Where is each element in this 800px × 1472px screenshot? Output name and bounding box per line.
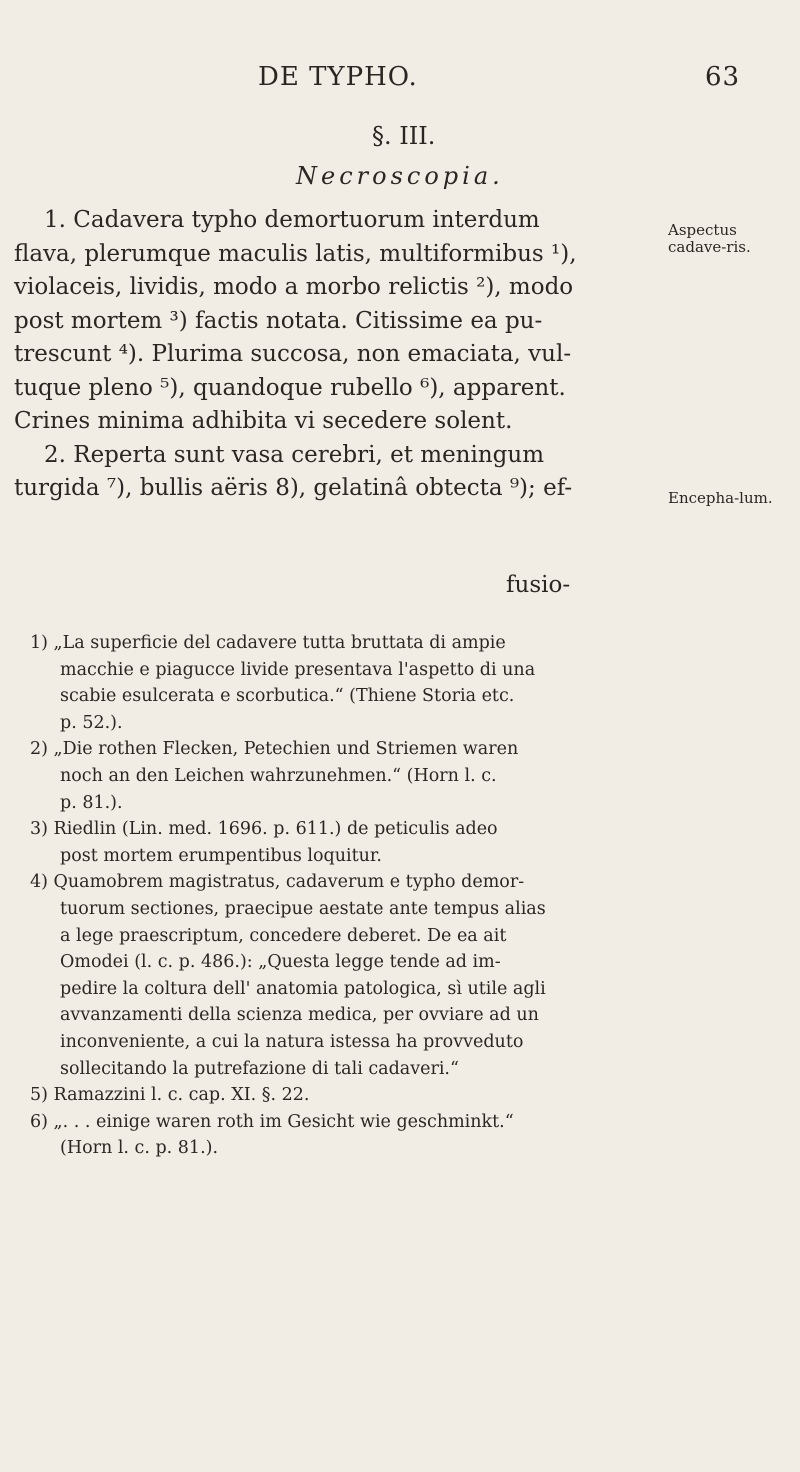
page-number: 63 <box>705 62 741 92</box>
running-header: DE TYPHO. <box>258 62 418 92</box>
footnote-line: 1) „La superficie del cadavere tutta bruttata di ampie <box>30 633 506 653</box>
footnote-line: 3) Riedlin (Lin. med. 1696. p. 611.) de peticulis adeo <box>30 819 498 840</box>
body-line: 2. Reperta sunt vasa cerebri, et meningum <box>44 441 545 468</box>
footnote-line: pedire la coltura dell' anatomia patologica, sì utile agli <box>60 978 546 999</box>
footnote-line: 4) Quamobrem magistratus, cadaverum e typho demor- <box>30 872 525 893</box>
footnote-line: 2) „Die rothen Flecken, Petechien und Striemen waren <box>30 739 519 760</box>
footnote-line: p. 52.). <box>60 712 123 733</box>
footnote-line: 6) „. . . einige waren roth im Gesicht wie geschminkt.“ <box>30 1111 514 1132</box>
footnote-line: scabie esulcerata e scorbutica.“ (Thiene Storia etc. <box>60 686 515 707</box>
footnote-line: 5) Ramazzini l. c. cap. XI. §. 22. <box>30 1085 310 1106</box>
body-line: post mortem ³) factis notata. Citissime ea pu- <box>14 307 543 334</box>
footnote-line: post mortem erumpentibus loquitur. <box>60 845 382 866</box>
footnote-line: sollecitando la putrefazione di tali cadaveri.“ <box>60 1058 459 1079</box>
footnotes <box>30 630 660 1162</box>
footnote-line: avvanzamenti della scienza medica, per ovviare ad un <box>60 1005 539 1026</box>
footnote-line: Omodei (l. c. p. 486.): „Questa legge tende ad im- <box>60 952 501 973</box>
footnote-line: inconveniente, a cui la natura istessa ha provveduto <box>60 1031 524 1052</box>
body-line: trescunt ⁴). Plurima succosa, non emaciata, vul- <box>14 341 572 367</box>
body-line: flava, plerumque maculis latis, multiformibus ¹), <box>14 240 577 267</box>
footnote-line: noch an den Leichen wahrzunehmen.“ (Horn l. c. <box>60 765 497 786</box>
footnote-line: macchie e piagucce livide presentava l'aspetto di una <box>60 659 536 680</box>
footnote-line: tuorum sectiones, praecipue aestate ante tempus alias <box>60 898 546 919</box>
body-line: tuque pleno ⁵), quandoque rubello ⁶), apparent. <box>14 374 566 401</box>
body-line: 1. Cadavera typho demortuorum interdum <box>44 207 540 233</box>
section-number: §. III. <box>372 122 436 150</box>
body-line: Crines minima adhibita vi secedere solent. <box>14 408 513 434</box>
margin-note-aspectus: Aspectus cadave-ris. <box>668 221 751 256</box>
body-line: turgida ⁷), bullis aëris 8), gelatinâ obtecta ⁹); ef- <box>14 475 573 501</box>
body-line: violaceis, lividis, modo a morbo relictis ²), modo <box>14 274 574 300</box>
footnote-line: a lege praescriptum, concedere deberet. De ea ait <box>60 925 507 946</box>
section-title: Necroscopia. <box>296 162 504 190</box>
margin-note-encephalum: Encepha-lum. <box>668 489 773 507</box>
footnote-line: p. 81.). <box>60 792 123 813</box>
main-text <box>14 204 654 506</box>
catchword: fusio- <box>506 572 571 598</box>
footnote-line: (Horn l. c. p. 81.). <box>60 1138 219 1159</box>
